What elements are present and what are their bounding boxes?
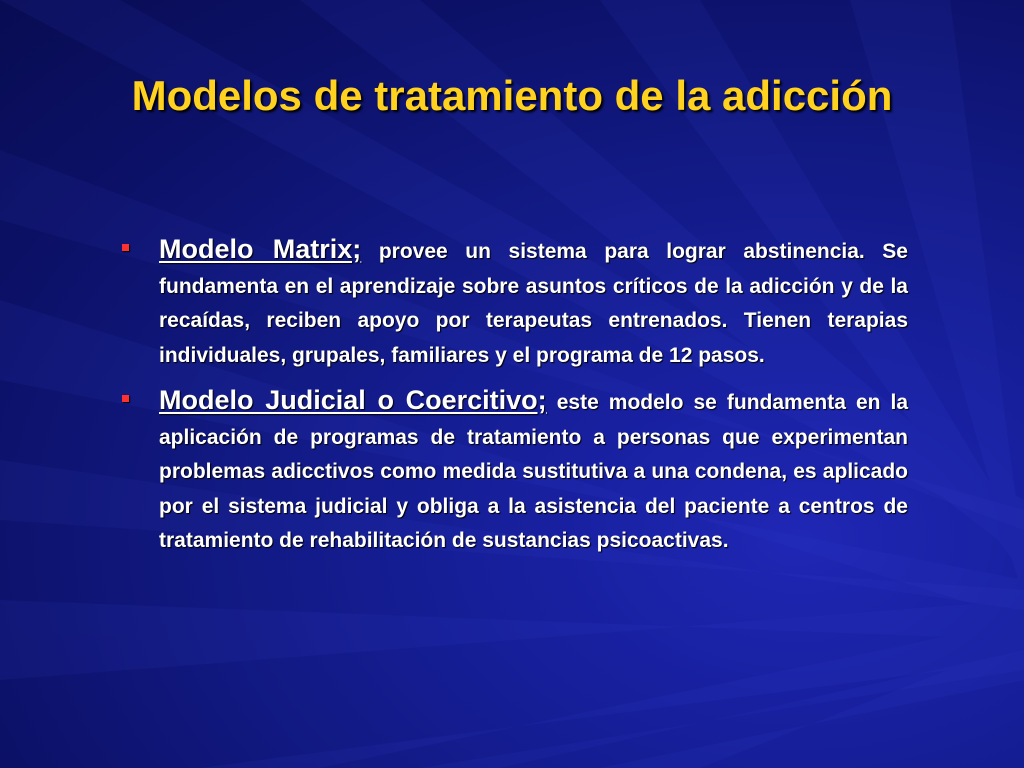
bullet-list xyxy=(118,232,908,569)
square-bullet-icon xyxy=(122,395,129,402)
bullet-heading: Modelo Judicial o Coercitivo; xyxy=(159,385,547,415)
bullet-item-matrix xyxy=(118,232,908,373)
bullet-text: este modelo se fundamenta en la aplicación de programas de tratamiento a personas que experimentan problemas adicctivos como medida sustitutiva a una condena, es aplicado por el sistema judicial y obliga a la asistencia del paciente a centros de tratamiento de rehabilitación de sustancias psicoactivas. xyxy=(159,391,909,552)
square-bullet-icon xyxy=(122,244,129,251)
slide-title: Modelos de tratamiento de la adicción xyxy=(131,72,893,119)
bullet-item-judicial xyxy=(118,383,908,559)
bullet-text: provee un sistema para lograr abstinencia. Se fundamenta en el aprendizaje sobre asuntos críticos de la adicción y de la recaídas, reciben apoyo por terapeutas entrenados. Tienen terapias individuales, grupales, familiares y el programa de 12 pasos. xyxy=(159,240,908,367)
bullet-heading: Modelo Matrix; xyxy=(159,234,362,264)
